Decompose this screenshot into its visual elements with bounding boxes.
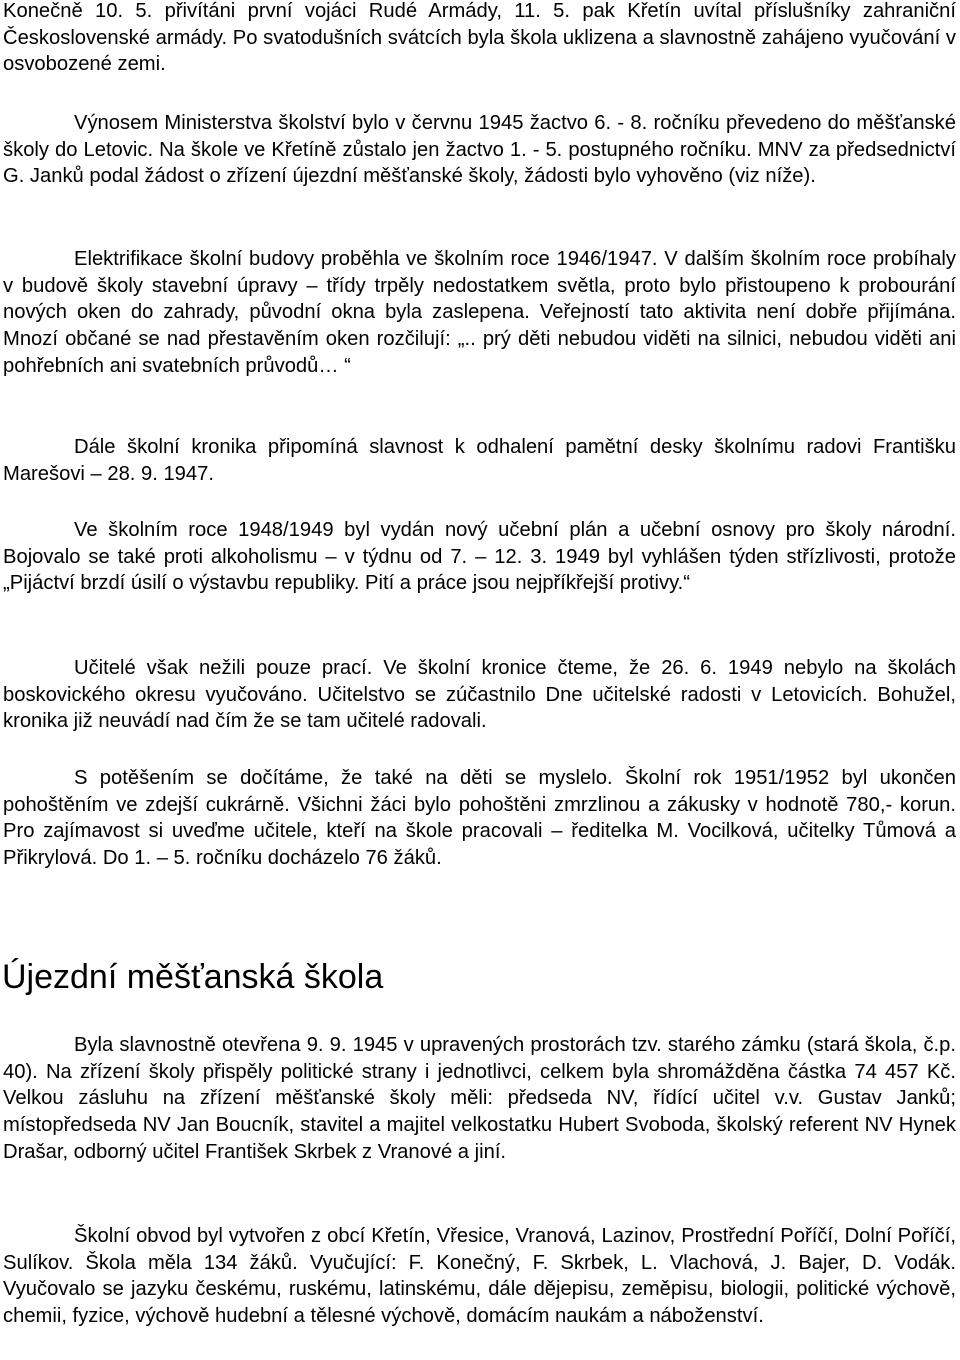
section-heading: Újezdní měšťanská škola [2, 958, 384, 996]
paragraph-electrification: Elektrifikace školní budovy proběhla ve školním roce 1946/1947. V dalším školním roce probíhaly v budově školy stavební úpravy – třídy trpěly nedostatkem světla, proto bylo přistoupeno k probourání nových oken do zahrady, původní okna byla zaslepena. Veřejností tato aktivita není dobře přijímána. Mnozí občané se nad přestavěním oken rozčilují: „.. prý děti nebudou viděti na silnici, nebudou viděti ani pohřebních ani svatebních průvodů… “ [3, 248, 956, 377]
paragraph-school-year-1951: S potěšením se dočítáme, že také na děti se myslelo. Školní rok 1951/1952 byl ukončen pohoštěním ve zdejší cukrárně. Všichni žáci bylo pohoštěni zmrzlinou a zákusky v hodnotě 780,- korun. Pro zajímavost si uveďme učitele, kteří na škole pracovali – ředitelka M. Vocilková, učitelky Tůmová a Přikrylová. Do 1. – 5. ročníku docházelo 76 žáků. [3, 767, 956, 870]
paragraph-liberation: Konečně 10. 5. přivítáni první vojáci Rudé Armády, 11. 5. pak Křetín uvítal příslušníky zahraniční Československé armády. Po svatodušních svátcích byla škola uklizena a slavnostně zahájeno vyučování v osvobozené zemi. [3, 0, 956, 76]
paragraph-teachers: Učitelé však nežili pouze prací. Ve školní kronice čteme, že 26. 6. 1949 nebylo na školách boskovického okresu vyučováno. Učitelstvo se zúčastnilo Dne učitelské radosti v Letovicích. Bohužel, kronika již neuvádí nad čím že se tam učitelé radovali. [3, 657, 956, 733]
paragraph-school-opening: Byla slavnostně otevřena 9. 9. 1945 v upravených prostorách tzv. starého zámku (stará škola, č.p. 40). Na zřízení školy přispěly politické strany i jednotlivci, celkem byla shromážděna částka 74 457 Kč. Velkou zásluhu na zřízení měšťanské školy měli: předseda NV, řídící učitel v.v. Gustav Janků; místopředseda NV Jan Boucník, stavitel a majitel velkostatku Hubert Svoboda, školský referent NV Hynek Drašar, odborný učitel František Skrbek z Vranové a jiní. [3, 1034, 956, 1163]
paragraph-school-district: Školní obvod byl vytvořen z obcí Křetín, Vřesice, Vranová, Lazinov, Prostřední Poříčí, Dolní Poříčí, Sulíkov. Škola měla 134 žáků. Vyučující: F. Konečný, F. Skrbek, L. Vlachová, J. Bajer, D. Vodák. Vyučovalo se jazyku českému, ruskému, latinskému, dále dějepisu, zeměpisu, biologii, politické výchově, chemii, fyzice, výchově hudební a tělesné výchově, domácím naukám a náboženství. [3, 1225, 956, 1328]
paragraph-transfer-to-letovice: Výnosem Ministerstva školství bylo v červnu 1945 žactvo 6. - 8. ročníku převedeno do měšťanské školy do Letovic. Na škole ve Křetíně zůstalo jen žactvo 1. - 5. postupného ročníku. MNV za předsednictví G. Janků podal žádost o zřízení újezdní měšťanské školy, žádosti bylo vyhověno (viz níže). [3, 112, 956, 188]
paragraph-memorial-plaque: Dále školní kronika připomíná slavnost k odhalení pamětní desky školnímu radovi Františku Marešovi – 28. 9. 1947. [3, 436, 956, 485]
paragraph-curriculum-1948: Ve školním roce 1948/1949 byl vydán nový učební plán a učební osnovy pro školy národní. Bojovalo se také proti alkoholismu – v týdnu od 7. – 12. 3. 1949 byl vyhlášen týden střízlivosti, protože „Pijáctví brzdí úsilí o výstavbu republiky. Pití a práce jsou nejpříkřejší protivy.“ [3, 519, 956, 595]
